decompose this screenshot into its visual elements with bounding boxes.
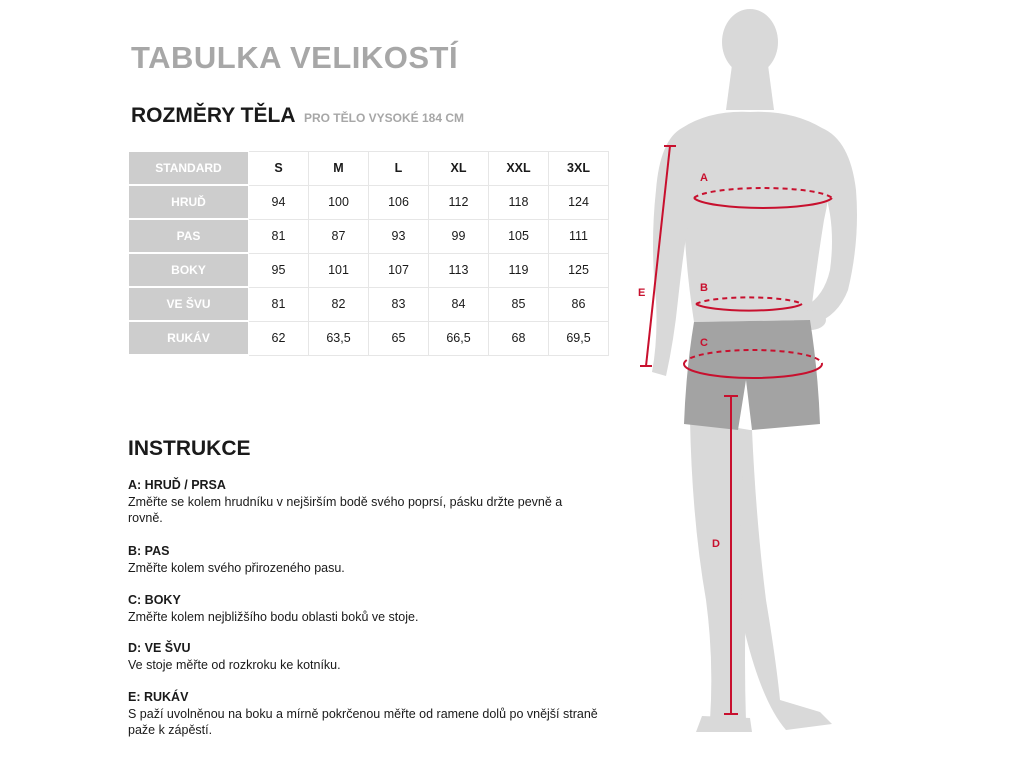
instruction-item bbox=[128, 477, 598, 527]
column-header: S bbox=[249, 152, 309, 186]
table-row bbox=[129, 219, 609, 253]
table-corner: STANDARD bbox=[129, 152, 249, 186]
instruction-item bbox=[128, 592, 598, 625]
column-header: XL bbox=[429, 152, 489, 186]
table-cell: 125 bbox=[549, 253, 609, 287]
row-label: RUKÁV bbox=[129, 321, 249, 355]
instruction-text: S paží uvolněnou na boku a mírně pokrčenou měřte od ramene dolů po vnější straně paže k zápěstí. bbox=[128, 706, 598, 737]
row-label: HRUĎ bbox=[129, 185, 249, 219]
instruction-heading: A: HRUĎ / PRSA bbox=[128, 478, 226, 492]
row-label: PAS bbox=[129, 219, 249, 253]
table-cell: 84 bbox=[429, 287, 489, 321]
label-c: C bbox=[700, 337, 708, 349]
label-e: E bbox=[638, 287, 646, 299]
table-row bbox=[129, 287, 609, 321]
table-cell: 82 bbox=[309, 287, 369, 321]
column-header: XXL bbox=[489, 152, 549, 186]
row-label: BOKY bbox=[129, 253, 249, 287]
row-label: VE ŠVU bbox=[129, 287, 249, 321]
table-cell: 95 bbox=[249, 253, 309, 287]
table-cell: 118 bbox=[489, 185, 549, 219]
table-cell: 65 bbox=[369, 321, 429, 355]
table-row bbox=[129, 321, 609, 355]
table-cell: 87 bbox=[309, 219, 369, 253]
instructions-title: INSTRUKCE bbox=[128, 437, 251, 460]
instruction-text: Změřte se kolem hrudníku v nejširším bodě svého poprsí, pásku držte pevně a rovně. bbox=[128, 494, 563, 525]
table-cell: 100 bbox=[309, 185, 369, 219]
instruction-text: Ve stoje měřte od rozkroku ke kotníku. bbox=[128, 657, 341, 672]
subtitle-note: PRO TĚLO VYSOKÉ 184 CM bbox=[303, 111, 465, 125]
column-header: 3XL bbox=[549, 152, 609, 186]
table-cell: 107 bbox=[369, 253, 429, 287]
body-figure bbox=[610, 0, 940, 768]
page-title: TABULKA VELIKOSTÍ bbox=[131, 40, 459, 75]
table-cell: 85 bbox=[489, 287, 549, 321]
table-cell: 62 bbox=[249, 321, 309, 355]
table-cell: 69,5 bbox=[549, 321, 609, 355]
instruction-item bbox=[128, 689, 598, 739]
table-cell: 105 bbox=[489, 219, 549, 253]
instruction-heading: B: PAS bbox=[128, 544, 170, 558]
instruction-text: Změřte kolem svého přirozeného pasu. bbox=[128, 560, 345, 575]
table-cell: 86 bbox=[549, 287, 609, 321]
table-cell: 93 bbox=[369, 219, 429, 253]
instruction-heading: C: BOKY bbox=[128, 593, 181, 607]
table-cell: 111 bbox=[549, 219, 609, 253]
instruction-text: Změřte kolem nejbližšího bodu oblasti boků ve stoje. bbox=[128, 609, 419, 624]
subtitle-main: ROZMĚRY TĚLA bbox=[131, 104, 296, 127]
table-row bbox=[129, 253, 609, 287]
instruction-item bbox=[128, 543, 598, 576]
table-cell: 66,5 bbox=[429, 321, 489, 355]
table-cell: 101 bbox=[309, 253, 369, 287]
table-cell: 94 bbox=[249, 185, 309, 219]
table-row bbox=[129, 185, 609, 219]
table-cell: 119 bbox=[489, 253, 549, 287]
table-cell: 113 bbox=[429, 253, 489, 287]
label-b: B bbox=[700, 282, 708, 294]
label-d: D bbox=[712, 538, 720, 550]
table-cell: 83 bbox=[369, 287, 429, 321]
instruction-item bbox=[128, 640, 598, 673]
table-cell: 63,5 bbox=[309, 321, 369, 355]
table-cell: 81 bbox=[249, 287, 309, 321]
table-cell: 106 bbox=[369, 185, 429, 219]
table-cell: 81 bbox=[249, 219, 309, 253]
size-table bbox=[128, 151, 609, 356]
label-a: A bbox=[700, 172, 708, 184]
table-cell: 99 bbox=[429, 219, 489, 253]
instruction-heading: E: RUKÁV bbox=[128, 690, 189, 704]
column-header: M bbox=[309, 152, 369, 186]
column-header: L bbox=[369, 152, 429, 186]
table-header-row bbox=[129, 152, 609, 186]
section-subtitle bbox=[131, 104, 464, 128]
table-cell: 124 bbox=[549, 185, 609, 219]
table-cell: 112 bbox=[429, 185, 489, 219]
table-cell: 68 bbox=[489, 321, 549, 355]
instruction-heading: D: VE ŠVU bbox=[128, 641, 191, 655]
